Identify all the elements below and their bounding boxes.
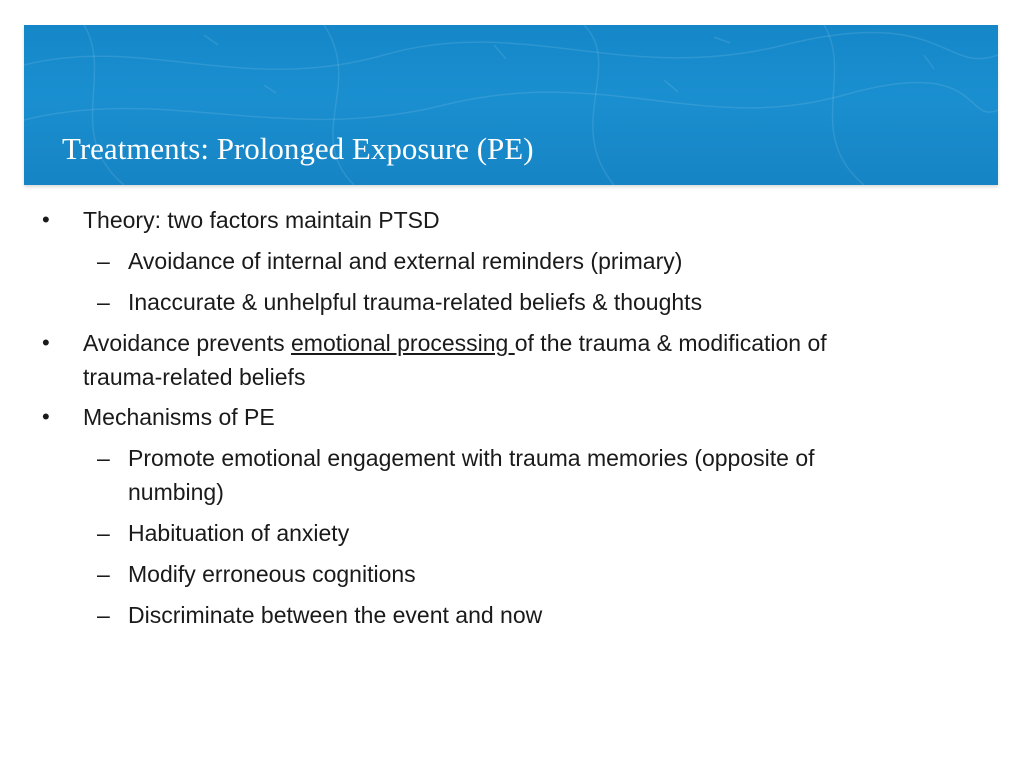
bullet-marker: • <box>42 330 50 355</box>
dash-marker: – <box>97 602 110 628</box>
sub-item: Promote emotional engagement with trauma memories (opposite of <box>128 445 815 471</box>
bullet-text-start: Avoidance prevents <box>83 330 291 356</box>
dash-marker: – <box>97 561 110 587</box>
bullet-item: Theory: two factors maintain PTSD <box>83 207 440 233</box>
title-banner <box>24 25 998 185</box>
dash-marker: – <box>97 289 110 315</box>
emphasized-term: emotional processing <box>291 330 515 356</box>
sub-item-continuation: numbing) <box>128 479 224 505</box>
sub-item: Habituation of anxiety <box>128 520 350 546</box>
sub-item: Inaccurate & unhelpful trauma-related beliefs & thoughts <box>128 289 703 315</box>
dash-marker: – <box>97 520 110 546</box>
bullet-text-end: of the trauma & modification of <box>514 330 827 356</box>
slide-title: Treatments: Prolonged Exposure (PE) <box>62 131 534 166</box>
dash-marker: – <box>97 248 110 274</box>
bullet-marker: • <box>42 404 50 429</box>
sub-item: Discriminate between the event and now <box>128 602 543 628</box>
bullet-marker: • <box>42 207 50 232</box>
dash-marker: – <box>97 445 110 471</box>
sub-item: Modify erroneous cognitions <box>128 561 416 587</box>
sub-item: Avoidance of internal and external reminders (primary) <box>128 248 683 274</box>
bullet-item <box>83 326 827 360</box>
bullet-continuation: trauma-related beliefs <box>83 364 306 390</box>
bullet-item: Mechanisms of PE <box>83 404 275 430</box>
